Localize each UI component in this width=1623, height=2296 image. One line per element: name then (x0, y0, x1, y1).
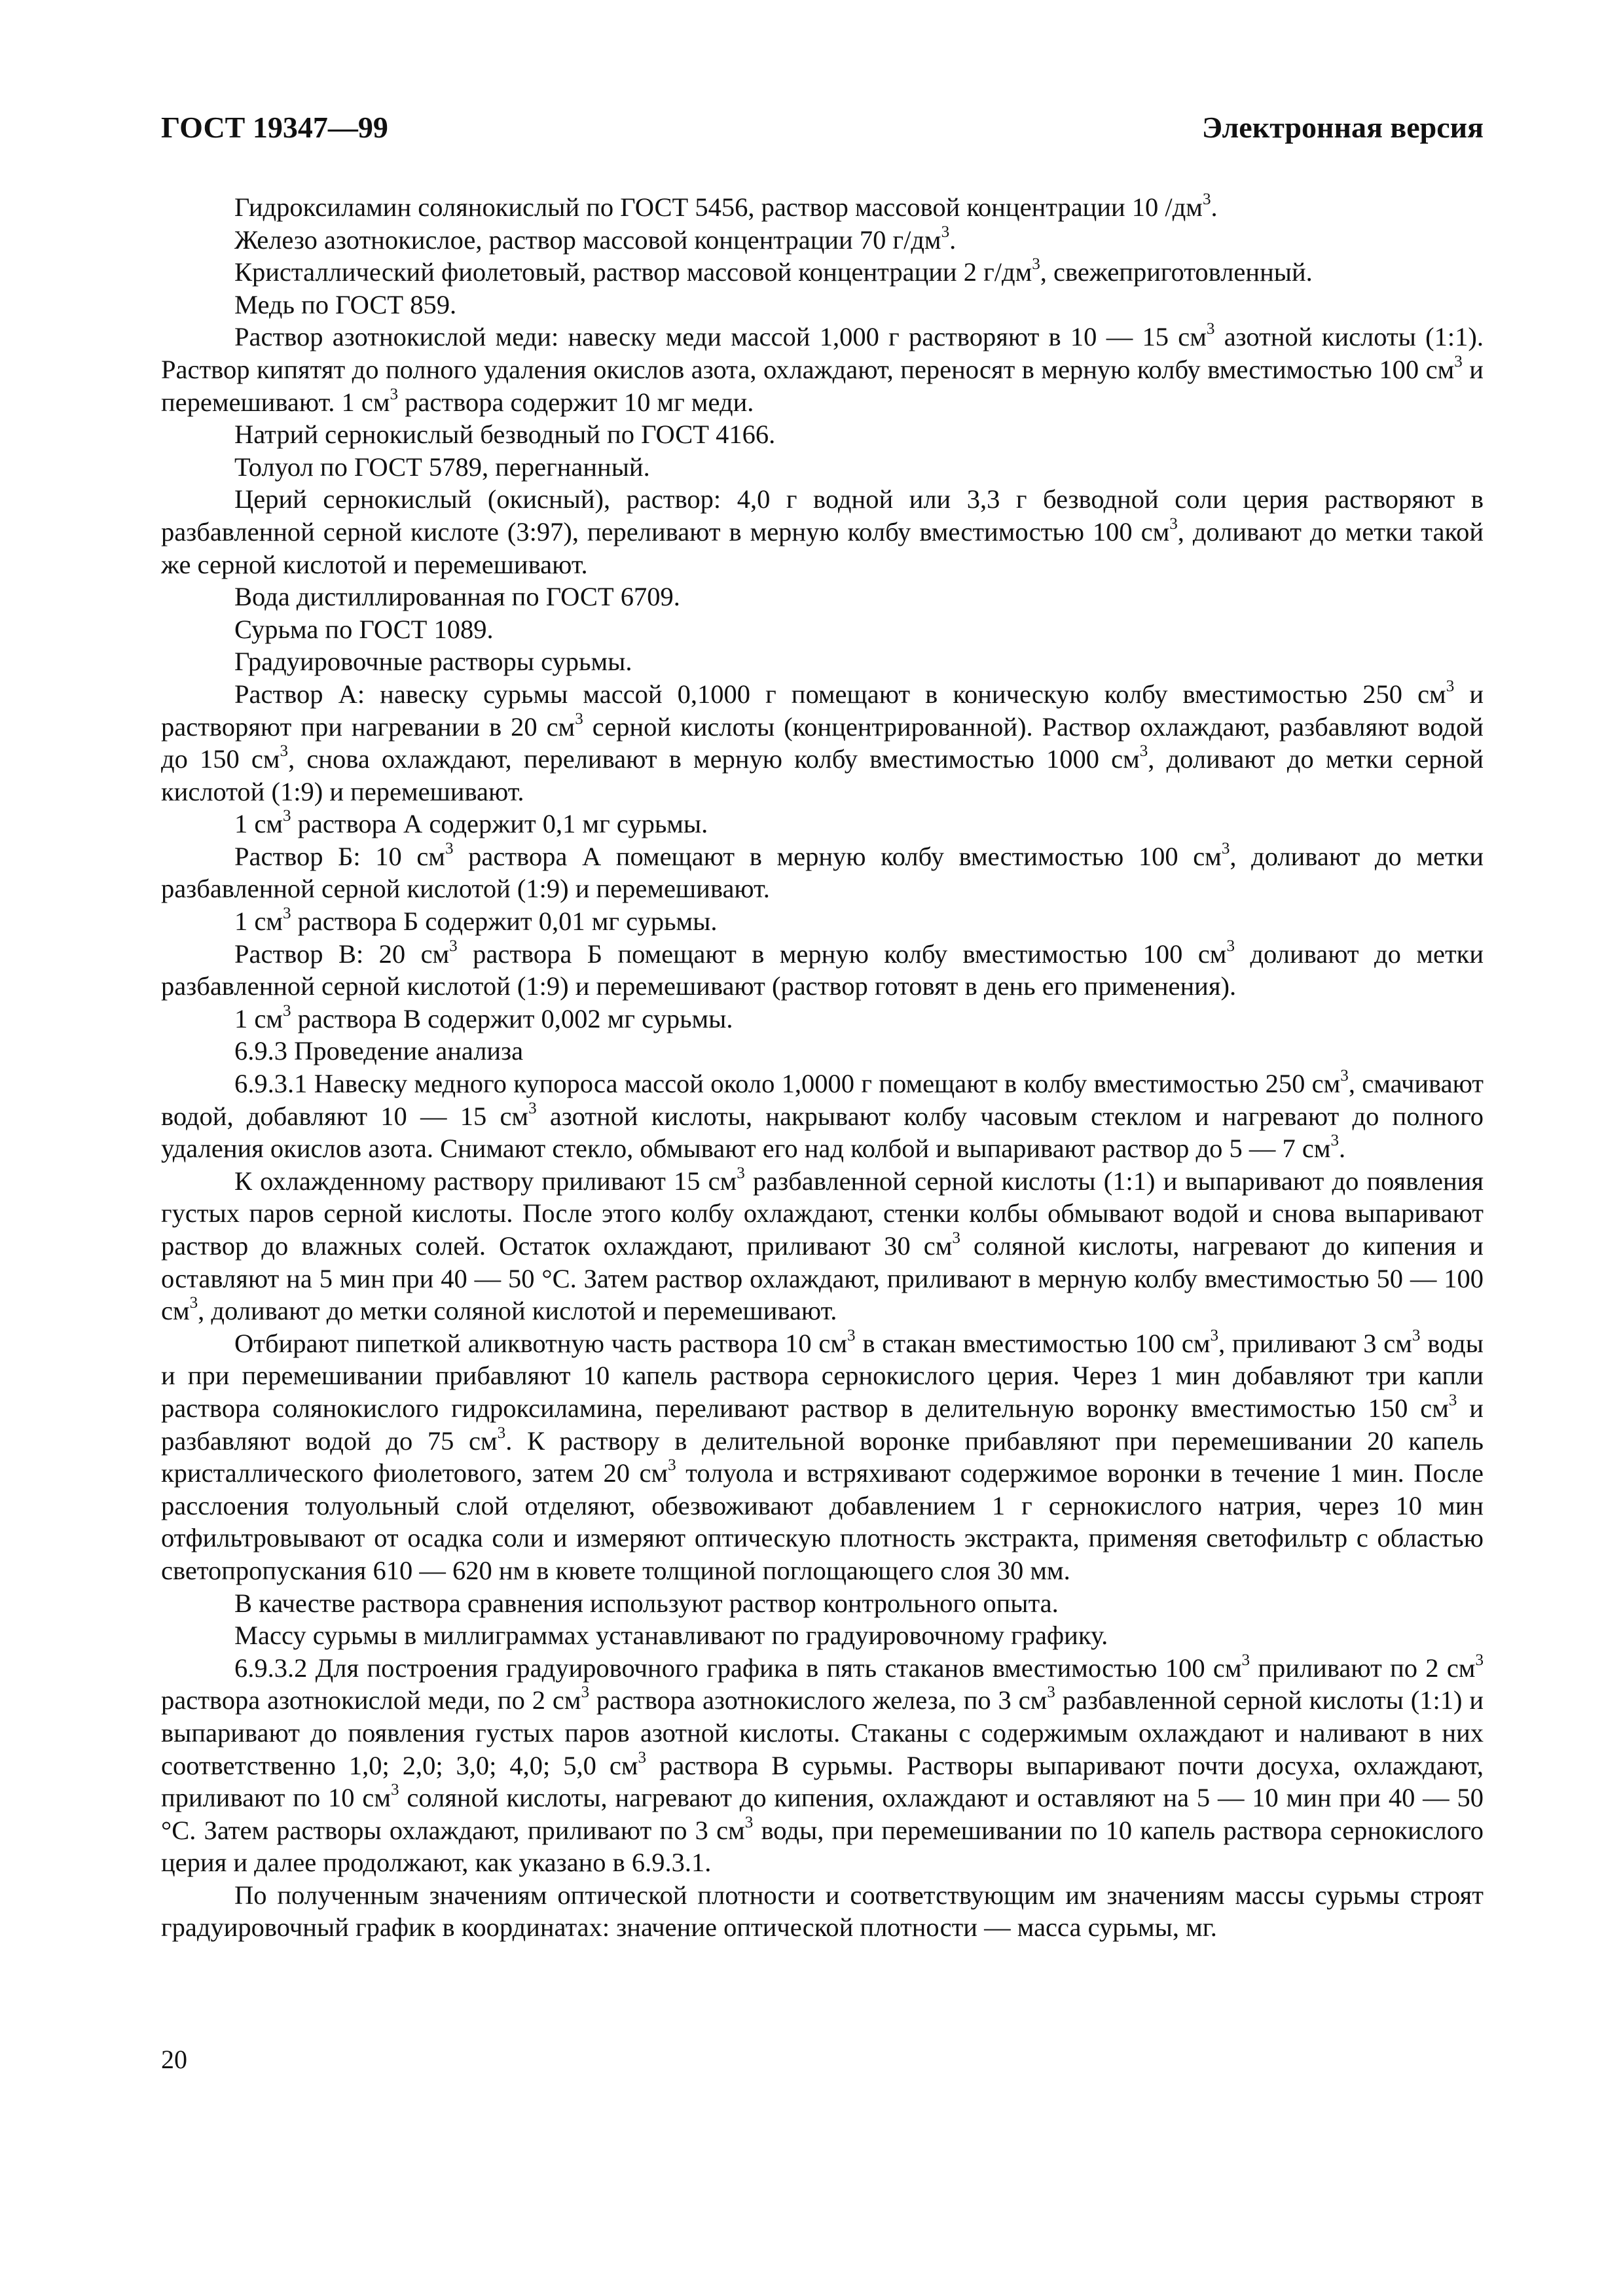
document-code: ГОСТ 19347—99 (161, 111, 388, 144)
text-run: Железо азотнокислое, раствор массовой концентрации 70 г/дм (234, 224, 941, 255)
paragraph (161, 1003, 1484, 1035)
text-run: 6.9.3.2 Для построения градуировочного графика в пять стаканов вместимостью 100 см (234, 1653, 1242, 1683)
superscript: 3 (1032, 255, 1040, 274)
page-number: 20 (161, 2045, 187, 2074)
text-run: толуола и встряхивают содержимое воронки в течение 1 мин. После расслоения толуольный слой отделяют, обезвоживают добавлением 1 г сернокислого натрия, через 10 мин отфильтровывают от осадка соли и измеряют оптическую плотность экстракта, применяя светофильтр с областью светопропускания 610 — 620 нм в кювете толщиной поглощающего слоя 30 мм. (161, 1458, 1484, 1585)
text-run: воды и при перемешивании прибавляют 10 капель раствора сернокислого церия. Через 1 мин добавляют три капли раствора солянокислого гидроксиламина, переливают раствор в делительную воронку вместимостью 150 см (161, 1328, 1484, 1423)
version-label: Электронная версия (1201, 111, 1484, 144)
superscript: 3 (189, 1294, 198, 1312)
paragraph (161, 1067, 1484, 1165)
text-run: , доливают до метки такой же серной кислотой и перемешивают. (161, 516, 1484, 579)
document-body (161, 191, 1484, 1944)
paragraph (161, 1035, 1484, 1067)
text-run: Сурьма по ГОСТ 1089. (234, 614, 494, 644)
text-run: Градуировочные растворы сурьмы. (234, 647, 632, 677)
text-run: . (1211, 192, 1218, 222)
text-run: раствора А содержит 0,1 мг сурьмы. (291, 809, 708, 839)
superscript: 3 (445, 839, 454, 857)
text-run: и перемешивают. 1 см (161, 354, 1484, 417)
superscript: 3 (282, 904, 291, 922)
text-run: 1 см (234, 809, 283, 839)
text-run: 1 см (234, 906, 283, 937)
text-run: . К раствору в делительной воронке прибавляют при перемешивании 20 капель кристаллического фиолетового, затем 20 см (161, 1426, 1484, 1488)
superscript: 3 (528, 1099, 537, 1117)
text-run: 6.9.3 Проведение анализа (234, 1036, 524, 1066)
text-run: воды, при перемешивании по 10 капель раствора сернокислого церия и далее продолжают, как указано в 6.9.3.1. (161, 1815, 1484, 1878)
paragraph (161, 678, 1484, 808)
text-run: 6.9.3.1 Навеску медного купороса массой около 1,0000 г помещают в колбу вместимостью 250 см (234, 1069, 1341, 1099)
paragraph (161, 1879, 1484, 1944)
superscript: 3 (497, 1424, 506, 1442)
text-run: , доливают до метки соляной кислотой и перемешивают. (198, 1296, 837, 1326)
paragraph (161, 191, 1484, 224)
superscript: 3 (952, 1229, 960, 1247)
text-run: разбавленной серной кислоты (1:1) и выпаривают до появления густых паров азотной кислоты. Стаканы с содержимым охлаждают и наливают в них соответственно 1,0; 2,0; 3,0; 4,0; 5,0 см (161, 1685, 1484, 1780)
superscript: 3 (1475, 1651, 1484, 1669)
text-run: раствора содержит 10 мг меди. (398, 387, 754, 417)
text-run: Раствор А: навеску сурьмы массой 0,1000 г помещают в коническую колбу вместимостью 250 см (234, 679, 1446, 709)
superscript: 3 (1448, 1391, 1457, 1409)
text-run: В качестве раствора сравнения используют раствор контрольного опыта. (234, 1588, 1059, 1618)
superscript: 3 (282, 1001, 291, 1020)
paragraph (161, 808, 1484, 840)
text-run: раствора азотнокислой меди, по 2 см (161, 1685, 581, 1715)
paragraph (161, 840, 1484, 905)
superscript: 3 (390, 1781, 399, 1799)
superscript: 3 (847, 1326, 856, 1344)
text-run: раствора Б содержит 0,01 мг сурьмы. (291, 906, 718, 937)
paragraph (161, 418, 1484, 451)
text-run: Вода дистиллированная по ГОСТ 6709. (234, 582, 680, 612)
text-run: и разбавляют водой до 75 см (161, 1393, 1484, 1456)
superscript: 3 (941, 223, 950, 241)
text-run: , снова охлаждают, переливают в мерную колбу вместимостью 1000 см (288, 744, 1140, 774)
text-run: приливают по 2 см (1250, 1653, 1476, 1683)
text-run: , смачивают водой, добавляют 10 — 15 см (161, 1069, 1484, 1131)
text-run: Раствор В: 20 см (234, 939, 450, 969)
superscript: 3 (1202, 190, 1211, 208)
text-run: Толуол по ГОСТ 5789, перегнанный. (234, 452, 650, 482)
superscript: 3 (1221, 839, 1230, 857)
superscript: 3 (280, 742, 289, 761)
text-run: раствора А помещают в мерную колбу вместимостью 100 см (453, 841, 1222, 871)
superscript: 3 (737, 1164, 745, 1182)
text-run: Раствор азотнокислой меди: навеску меди массой 1,000 г растворяют в 10 — 15 см (234, 322, 1207, 352)
text-run: , доливают до метки серной кислотой (1:9) и перемешивают. (161, 744, 1484, 806)
paragraph (161, 256, 1484, 289)
superscript: 3 (282, 807, 291, 825)
paragraph (161, 1165, 1484, 1327)
text-run: , доливают до метки разбавленной серной кислотой (1:9) и перемешивают. (161, 841, 1484, 904)
text-run: , приливают 3 см (1218, 1328, 1412, 1358)
text-run: раствора В содержит 0,002 мг сурьмы. (291, 1003, 733, 1033)
superscript: 3 (390, 385, 399, 403)
superscript: 3 (1454, 352, 1463, 370)
paragraph (161, 451, 1484, 484)
paragraph (161, 289, 1484, 321)
text-run: Гидроксиламин солянокислый по ГОСТ 5456, раствор массовой концентрации 10 /дм (234, 192, 1203, 222)
paragraph (161, 1619, 1484, 1652)
paragraph (161, 224, 1484, 257)
text-run: раствора азотнокислого железа, по 3 см (589, 1685, 1048, 1715)
text-run: соляной кислоты, нагревают до кипения и оставляют на 5 мин при 40 — 50 °С. Затем раствор охлаждают, приливают в мерную колбу вместимостью 50 — 100 см (161, 1231, 1484, 1326)
paragraph (161, 905, 1484, 938)
paragraph (161, 1327, 1484, 1587)
text-run: Церий сернокислый (окисный), раствор: 4,0 г водной или 3,3 г безводной соли церия растворяют в разбавленной серной кислоте (3:97), переливают в мерную колбу вместимостью 100 см (161, 484, 1484, 547)
superscript: 3 (1169, 514, 1178, 533)
paragraph (161, 581, 1484, 613)
superscript: 3 (581, 1683, 590, 1702)
paragraph (161, 613, 1484, 646)
paragraph (161, 1652, 1484, 1879)
superscript: 3 (575, 709, 583, 728)
text-run: серной кислоты (концентрированной). Раствор охлаждают, разбавляют водой до 150 см (161, 711, 1484, 774)
paragraph (161, 938, 1484, 1003)
text-run: в стакан вместимостью 100 см (855, 1328, 1211, 1358)
text-run: К охлажденному раствору приливают 15 см (234, 1166, 737, 1196)
superscript: 3 (1340, 1066, 1349, 1085)
text-run: Массу сурьмы в миллиграммах устанавливают по градуировочному графику. (234, 1621, 1108, 1651)
text-run: раствора В сурьмы. Растворы выпаривают почти досуха, охлаждают, приливают по 10 см (161, 1750, 1484, 1813)
paragraph (161, 483, 1484, 581)
text-run: Кристаллический фиолетовый, раствор массовой концентрации 2 г/дм (234, 257, 1032, 287)
text-run: Раствор Б: 10 см (234, 841, 445, 871)
text-run: 1 см (234, 1003, 283, 1033)
superscript: 3 (744, 1813, 754, 1831)
text-run: раствора Б помещают в мерную колбу вместимостью 100 см (457, 939, 1227, 969)
superscript: 3 (1047, 1683, 1055, 1702)
superscript: 3 (668, 1456, 676, 1475)
text-run: . (949, 224, 957, 255)
text-run: По полученным значениям оптической плотности и соответствующим им значениям массы сурьмы строят градуировочный график в координатах: значение оптической плотности — масса сурьмы, мг. (161, 1880, 1484, 1943)
superscript: 3 (1139, 742, 1148, 761)
superscript: 3 (1412, 1326, 1421, 1344)
paragraph (161, 321, 1484, 418)
superscript: 3 (1226, 937, 1235, 955)
text-run: азотной кислоты, накрывают колбу часовым стеклом и нагревают до полного удаления окислов азота. Снимают стекло, обмывают его над колбой и выпаривают раствор до 5 — 7 см (161, 1101, 1484, 1164)
text-run: разбавленной серной кислоты (1:1) и выпаривают до появления густых паров серной кислоты. После этого колбу охлаждают, стенки колбы обмывают водой и снова выпаривают раствор до влажных солей. Остаток охлаждают, приливают 30 см (161, 1166, 1484, 1261)
paragraph (161, 645, 1484, 678)
superscript: 3 (1330, 1132, 1340, 1150)
superscript: 3 (1206, 320, 1215, 338)
superscript: 3 (638, 1748, 647, 1767)
text-run: азотной кислоты (1:1). Раствор кипятят до полного удаления окислов азота, охлаждают, переносят в мерную колбу вместимостью 100 см (161, 322, 1484, 384)
superscript: 3 (1446, 677, 1455, 695)
text-run: . (1339, 1134, 1346, 1164)
text-run: соляной кислоты, нагревают до кипения, охлаждают и оставляют на 5 — 10 мин при 40 — 50 °С. Затем растворы охлаждают, приливают по 3 см (161, 1783, 1484, 1845)
text-run: Медь по ГОСТ 859. (234, 289, 457, 319)
text-run: доливают до метки разбавленной серной кислотой (1:9) и перемешивают (раствор готовят в день его применения). (161, 939, 1484, 1001)
text-run: Отбирают пипеткой аликвотную часть раствора 10 см (234, 1328, 847, 1358)
text-run: и растворяют при нагревании в 20 см (161, 679, 1484, 742)
superscript: 3 (1210, 1326, 1219, 1344)
superscript: 3 (1241, 1651, 1250, 1669)
paragraph (161, 1587, 1484, 1620)
superscript: 3 (449, 937, 458, 955)
text-run: Натрий сернокислый безводный по ГОСТ 4166. (234, 420, 776, 450)
page-header (161, 110, 1484, 145)
text-run: , свежеприготовленный. (1040, 257, 1313, 287)
